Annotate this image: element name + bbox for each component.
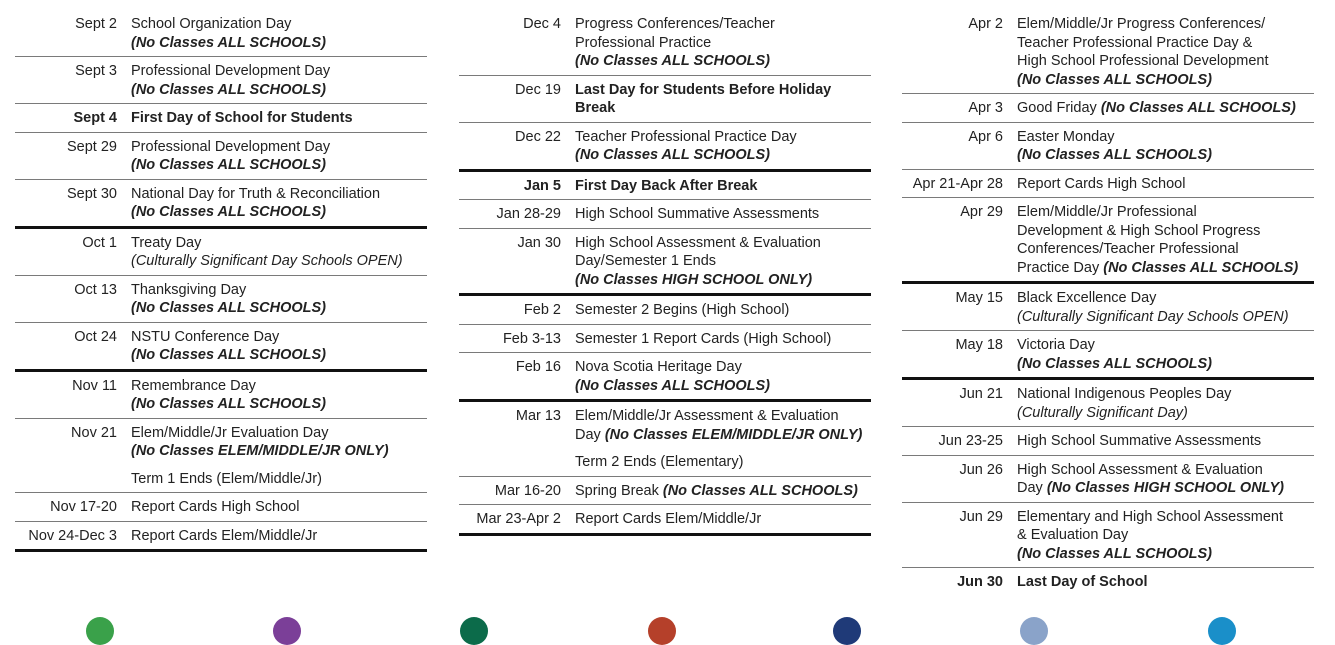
event-text: Report Cards High School [131,499,300,515]
event-text: Spring Break [575,482,663,499]
event-line [575,146,871,165]
event-line [1017,175,1314,194]
calendar-row [15,419,427,465]
calendar-row [902,568,1314,596]
no-classes-note: (No Classes ALL SCHOOLS) [131,347,326,363]
event-date: Sept 2 [75,16,117,32]
event-line [1017,508,1314,527]
event-date: Jan 5 [523,177,561,194]
event-line [131,234,427,253]
no-classes-note: (No Classes ALL SCHOOLS) [575,377,770,394]
event-description [1017,175,1314,194]
event-date: Jun 21 [959,386,1003,402]
calendar-row [459,10,871,76]
event-line [1017,479,1314,498]
event-date: Nov 17-20 [50,499,117,515]
event-line [575,453,871,472]
event-text: First Day Back After Break [575,177,758,194]
no-classes-note: (No Classes ALL SCHOOLS) [131,204,326,220]
event-text: Elem/Middle/Jr Professional [1017,204,1197,220]
calendar-row [459,448,871,477]
event-description [131,424,427,461]
event-description [131,15,427,52]
calendar-row [902,503,1314,569]
event-text: Elem/Middle/Jr Assessment & Evaluation [575,408,839,424]
event-text: Professional Practice [575,34,712,51]
event-date: Jan 28-29 [496,206,561,222]
event-date: Sept 3 [75,63,117,79]
event-text: Development & High School Progress [1017,222,1261,239]
event-description [131,470,427,489]
event-description [131,281,427,318]
event-description [575,482,871,501]
event-text: Term 1 Ends (Elem/Middle/Jr) [131,470,322,487]
calendar-row [15,229,427,276]
event-description [1017,461,1314,498]
event-description [1017,508,1314,564]
event-line [1017,404,1314,423]
event-line [1017,289,1314,308]
event-line [131,395,427,414]
event-line [1017,355,1314,374]
event-date: Jun 30 [957,574,1003,590]
event-text: Teacher Professional Practice Day & [1017,34,1253,51]
event-text: Elem/Middle/Jr Progress Conferences/ [1017,16,1266,32]
event-date: Jun 26 [959,461,1003,478]
event-line [1017,15,1314,34]
no-classes-note: (No Classes ALL SCHOOLS) [662,482,858,499]
event-text: National Day for Truth & Reconciliation [131,185,381,202]
calendar-row [902,198,1314,284]
cultural-note: (Culturally Significant Day Schools OPEN) [131,253,403,269]
event-description [1017,336,1314,373]
event-text: Remembrance Day [131,377,256,394]
calendar-row [902,123,1314,170]
calendar-row [459,505,871,536]
event-description [575,205,871,224]
event-line [575,177,871,196]
event-text: Treaty Day [131,234,202,251]
event-description [131,328,427,365]
calendar-row [459,76,871,123]
event-line [575,271,871,290]
calendar-row [459,123,871,172]
event-date: Apr 21-Apr 28 [912,175,1003,192]
event-text: Report Cards Elem/Middle/Jr [575,511,762,527]
event-text: Professional Development Day [131,138,331,155]
event-line [131,281,427,300]
event-text: High School Assessment & Evaluation [1017,461,1263,478]
calendar-row [459,402,871,448]
event-text: Day/Semester 1 Ends [575,253,717,269]
event-line [1017,461,1314,480]
calendar-row [459,296,871,325]
event-line [1017,203,1314,222]
event-line [575,34,871,53]
event-line [575,358,871,377]
calendar-row [459,477,871,506]
event-description [131,185,427,222]
event-line [1017,222,1314,241]
event-line [1017,336,1314,355]
event-date: Dec 4 [523,16,561,32]
event-date: Feb 3-13 [502,330,561,347]
event-line [131,328,427,347]
event-line [575,99,871,118]
no-classes-note: (No Classes ALL SCHOOLS) [1100,100,1296,116]
no-classes-note: (No Classes HIGH SCHOOL ONLY) [1046,480,1284,496]
event-text: Nova Scotia Heritage Day [575,359,742,375]
event-text: Report Cards Elem/Middle/Jr [131,527,318,544]
calendar-row [902,380,1314,427]
event-text: Progress Conferences/Teacher [575,16,775,32]
event-description [131,234,427,271]
event-description [1017,289,1314,326]
event-text: School Organization Day [131,16,292,32]
event-text: Term 2 Ends (Elementary) [575,454,744,470]
calendar-column-2 [459,10,871,536]
event-line [131,442,427,461]
no-classes-note: (No Classes ALL SCHOOLS) [575,147,770,163]
event-description [1017,432,1314,451]
event-description [1017,203,1314,277]
event-date: Feb 2 [523,302,561,318]
event-description [575,81,871,118]
event-line [1017,545,1314,564]
calendar-row [902,427,1314,456]
event-line [575,234,871,253]
event-date: Apr 2 [968,16,1003,32]
cultural-note: (Culturally Significant Day) [1017,404,1188,421]
event-line [131,81,427,100]
event-text: High School Assessment & Evaluation [575,234,821,251]
event-description [575,301,871,320]
event-text: Last Day of School [1017,574,1148,590]
event-line [131,203,427,222]
event-description [575,177,871,196]
event-line [575,205,871,224]
event-description [131,377,427,414]
calendar-row [15,104,427,133]
event-line [1017,432,1314,451]
event-description [575,15,871,71]
calendar-row [15,323,427,372]
no-classes-note: (No Classes ELEM/MIDDLE/JR ONLY) [131,443,389,459]
event-date: Jun 23-25 [938,433,1003,449]
event-date: May 15 [955,290,1003,306]
no-classes-note: (No Classes ALL SCHOOLS) [131,81,326,98]
event-text: National Indigenous Peoples Day [1017,386,1232,402]
no-classes-note: (No Classes ALL SCHOOLS) [1017,355,1212,372]
event-line [1017,526,1314,545]
event-date: Sept 30 [67,185,117,202]
event-date: Mar 23-Apr 2 [476,511,561,527]
event-line [1017,240,1314,259]
event-description [575,128,871,165]
event-text: Easter Monday [1017,128,1115,145]
event-date: Nov 24-Dec 3 [28,527,117,544]
event-date: Oct 1 [82,234,117,251]
event-date: Apr 6 [968,128,1003,145]
event-line [131,252,427,271]
event-line [575,15,871,34]
event-date: Nov 11 [72,377,117,394]
event-line [131,185,427,204]
event-date: Dec 22 [515,128,561,145]
calendar-row [15,180,427,229]
legend-dot-icon [1208,617,1236,645]
event-description [131,527,427,546]
event-line [575,407,871,426]
event-line [1017,71,1314,90]
event-date: Apr 29 [960,204,1003,220]
event-text: NSTU Conference Day [131,328,280,345]
legend-dot-icon [833,617,861,645]
event-line [131,498,427,517]
no-classes-note: (No Classes ALL SCHOOLS) [1017,545,1212,562]
event-line [131,15,427,34]
event-text: Victoria Day [1017,337,1095,353]
calendar-column-1 [15,10,427,552]
event-description [1017,128,1314,165]
event-description [575,407,871,444]
event-text: Thanksgiving Day [131,281,247,298]
event-description [131,62,427,99]
event-date: Mar 16-20 [494,482,561,499]
event-date: Apr 3 [968,100,1003,116]
calendar-row [902,456,1314,503]
event-text: Professional Development Day [131,63,331,79]
event-line [131,299,427,318]
calendar-row [15,493,427,522]
event-text: First Day of School for Students [131,110,353,126]
event-line [131,62,427,81]
no-classes-note: (No Classes ALL SCHOOLS) [1103,259,1299,276]
legend-dot-icon [1020,617,1048,645]
event-date: Feb 16 [515,359,561,375]
event-description [575,234,871,290]
event-line [131,527,427,546]
event-text: High School Summative Assessments [575,206,820,222]
event-line [131,109,427,128]
calendar-column-3 [902,10,1314,596]
no-classes-note: (No Classes ELEM/MIDDLE/JR ONLY) [604,426,863,443]
event-text: Elem/Middle/Jr Evaluation Day [131,424,329,441]
event-line [131,156,427,175]
event-line [575,301,871,320]
event-line [131,34,427,53]
event-line [1017,52,1314,71]
event-line [1017,146,1314,165]
event-line [1017,573,1314,592]
event-description [1017,573,1314,592]
event-description [575,330,871,349]
event-line [575,482,871,501]
event-date: May 18 [955,337,1003,353]
calendar-row [459,200,871,229]
legend-dot-icon [273,617,301,645]
event-text: Last Day for Students Before Holiday [575,81,832,98]
event-text: Good Friday [1017,100,1101,116]
no-classes-note: (No Classes ALL SCHOOLS) [131,396,326,412]
calendar-row [902,94,1314,123]
no-classes-note: (No Classes ALL SCHOOLS) [1017,71,1212,88]
event-text: Day [1017,480,1047,496]
event-line [131,470,427,489]
event-description [1017,99,1314,118]
event-text: Conferences/Teacher Professional [1017,241,1239,257]
event-line [575,377,871,396]
calendar-row [902,10,1314,94]
event-text: Practice Day [1017,259,1104,276]
event-line [575,252,871,271]
calendar-row [459,172,871,201]
event-date: Dec 19 [515,81,561,98]
legend-dot-icon [648,617,676,645]
no-classes-note: (No Classes ALL SCHOOLS) [131,300,326,316]
event-text: Day [575,426,605,443]
cultural-note: (Culturally Significant Day Schools OPEN) [1017,308,1289,325]
event-description [1017,385,1314,422]
calendar-row [15,10,427,57]
event-text: Black Excellence Day [1017,290,1157,306]
event-line [575,81,871,100]
event-description [575,358,871,395]
event-line [1017,308,1314,327]
event-text: Semester 2 Begins (High School) [575,302,790,318]
event-line [1017,385,1314,404]
calendar-row [15,372,427,419]
event-line [575,510,871,529]
legend-dot-icon [86,617,114,645]
calendar-row [15,276,427,323]
event-line [575,52,871,71]
event-date: Sept 29 [67,138,117,155]
calendar-row [15,133,427,180]
event-line [1017,34,1314,53]
event-date: Oct 13 [74,281,117,298]
event-line [1017,259,1314,278]
no-classes-note: (No Classes HIGH SCHOOL ONLY) [575,271,813,288]
calendar-row [459,353,871,402]
event-line [575,128,871,147]
event-line [131,346,427,365]
calendar-row [15,57,427,104]
event-line [575,330,871,349]
event-line [131,377,427,396]
legend-dot-icon [460,617,488,645]
calendar-row [459,325,871,354]
event-description [131,138,427,175]
calendar-row [902,284,1314,331]
event-text: Teacher Professional Practice Day [575,128,797,145]
event-date: Jun 29 [959,508,1003,525]
calendar-row [902,331,1314,380]
event-text: & Evaluation Day [1017,527,1129,543]
event-text: Semester 1 Report Cards (High School) [575,330,832,347]
event-line [131,138,427,157]
event-description [575,510,871,529]
calendar-row [15,465,427,494]
event-date: Sept 4 [73,110,117,126]
no-classes-note: (No Classes ALL SCHOOLS) [131,34,326,51]
no-classes-note: (No Classes ALL SCHOOLS) [131,157,326,173]
event-line [1017,99,1314,118]
event-text: Break [575,100,616,116]
event-text: High School Professional Development [1017,53,1269,69]
event-description [131,498,427,517]
calendar-row [902,170,1314,199]
event-date: Jan 30 [517,234,561,251]
event-description [131,109,427,128]
event-text: High School Summative Assessments [1017,433,1262,449]
event-date: Mar 13 [515,408,561,424]
event-line [1017,128,1314,147]
event-description [1017,15,1314,89]
event-date: Nov 21 [71,424,117,441]
calendar-row [459,229,871,297]
calendar-row [15,522,427,553]
event-description [575,453,871,472]
event-line [131,424,427,443]
event-line [575,426,871,445]
no-classes-note: (No Classes ALL SCHOOLS) [1017,147,1212,163]
event-text: Report Cards High School [1017,175,1186,192]
event-date: Oct 24 [74,328,117,345]
no-classes-note: (No Classes ALL SCHOOLS) [575,53,770,69]
event-text: Elementary and High School Assessment [1017,508,1283,525]
legend-dots-strip [0,617,1335,624]
